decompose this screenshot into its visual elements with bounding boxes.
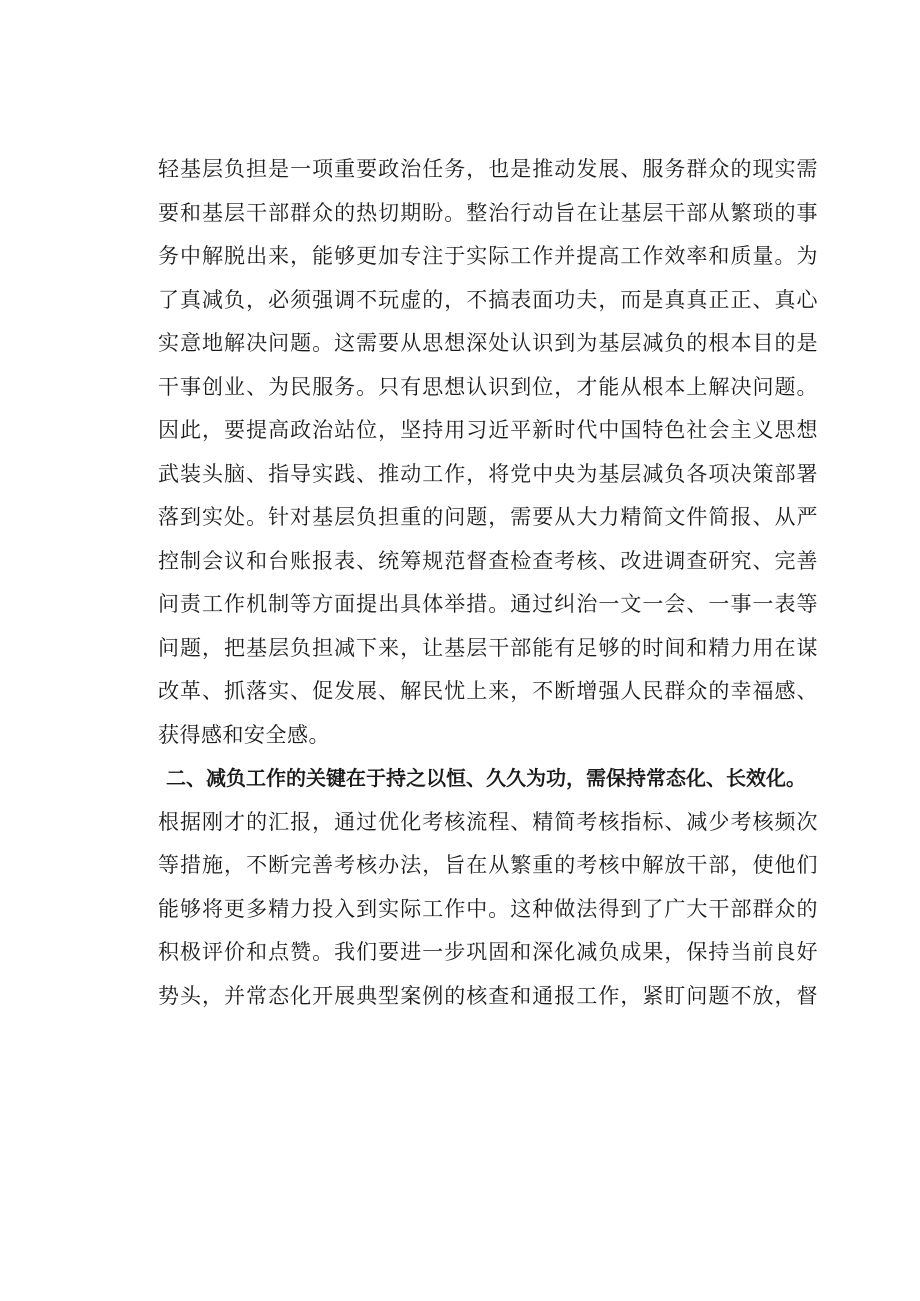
text-line: 获得感和安全感。 [158,722,330,747]
text-line: 积极评价和点赞。我们要进一步巩固和深化减负成果，保持当前良好 [158,940,818,964]
section-heading-2 [158,757,818,801]
text-line: 能够将更多精力投入到实际工作中。这种做法得到了广大干部群众的 [158,896,818,921]
text-line: 干事创业、为民服务。只有思想认识到位，才能从根本上解决问题。 [158,374,818,399]
section-heading: 二、减负工作的关键在于持之以恒、久久为功，需保持常态化、长效化。 [166,766,806,790]
text-line: 了真减负，必须强调不玩虚的，不搞表面功夫，而是真真正正、真心 [158,287,818,312]
text-line: 实意地解决问题。这需要从思想深处认识到为基层减负的根本目的是 [158,331,818,355]
text-line: 控制会议和台账报表、统筹规范督查检查考核、改进调查研究、完善 [158,548,818,573]
text-line: 势头，并常态化开展典型案例的核查和通报工作，紧盯问题不放，督 [158,983,818,1008]
text-line: 根据刚才的汇报，通过优化考核流程、精简考核指标、减少考核频次 [158,809,818,834]
text-line: 要和基层干部群众的热切期盼。整治行动旨在让基层干部从繁琐的事 [158,200,818,225]
text-line: 问题，把基层负担减下来，让基层干部能有足够的时间和精力用在谋 [158,635,818,660]
paragraph-1 [158,148,818,757]
text-line: 落到实处。针对基层负担重的问题，需要从大力精简文件简报、从严 [158,505,818,529]
text-line: 改革、抓落实、促发展、解民忧上来，不断增强人民群众的幸福感、 [158,679,818,703]
paragraph-2 [158,801,818,1019]
text-line: 问责工作机制等方面提出具体举措。通过纠治一文一会、一事一表等 [158,592,818,616]
text-line: 务中解脱出来，能够更加专注于实际工作并提高工作效率和质量。为 [158,244,818,268]
text-line: 武装头脑、指导实践、推动工作，将党中央为基层减负各项决策部署 [158,461,818,486]
document-body [158,148,818,1018]
text-line: 等措施，不断完善考核办法，旨在从繁重的考核中解放干部，使他们 [158,853,818,877]
text-line: 轻基层负担是一项重要政治任务，也是推动发展、服务群众的现实需 [158,157,818,181]
text-line: 因此，要提高政治站位，坚持用习近平新时代中国特色社会主义思想 [158,418,818,442]
